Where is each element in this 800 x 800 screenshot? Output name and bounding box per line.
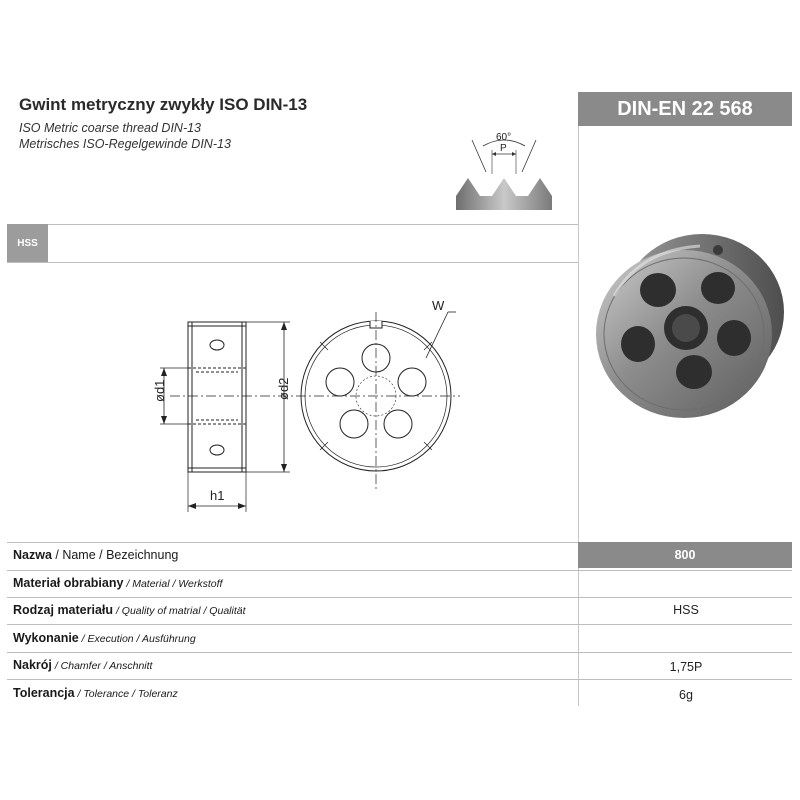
spec-label-bold: Materiał obrabiany [13, 576, 124, 590]
title-polish: Gwint metryczny zwykły ISO DIN-13 [19, 95, 308, 114]
standard-badge [578, 92, 792, 126]
spec-label-italic: / Quality of matrial / Qualität [113, 605, 246, 617]
spec-row-name [13, 548, 178, 562]
spec-row-quality [13, 603, 246, 617]
side-view-outline [188, 322, 246, 472]
thread-pitch-label: P [500, 143, 507, 154]
title-german: Metrisches ISO-Regelgewinde DIN-13 [19, 137, 231, 151]
spec-row-tolerance [13, 686, 178, 700]
d1-label: ød1 [152, 379, 167, 402]
divider-top [7, 224, 578, 225]
spec-divider-5 [7, 679, 792, 680]
spec-label-bold: Tolerancja [13, 686, 75, 700]
spec-label-bold: Nakrój [13, 658, 52, 672]
spec-value-tolerance: 6g [679, 688, 693, 702]
divider-bottom [7, 262, 578, 263]
d2-label: ød2 [276, 377, 291, 400]
spec-row-chamfer [13, 658, 152, 672]
front-view [301, 312, 456, 490]
technical-drawing [130, 290, 470, 520]
spec-label-normal: / Name / Bezeichnung [51, 548, 179, 562]
column-divider [578, 126, 579, 706]
spec-label-bold: Wykonanie [13, 631, 79, 645]
spec-value-chamfer: 1,75P [669, 660, 703, 674]
spec-divider-4 [7, 652, 792, 653]
w-label: W [432, 298, 445, 313]
die-photo [590, 226, 790, 426]
spec-value-name [578, 542, 792, 568]
spec-label-italic: / Chamfer / Anschnitt [51, 660, 153, 672]
spec-divider-1 [7, 570, 792, 571]
material-tag [7, 224, 48, 262]
thread-profile-icon [450, 128, 560, 214]
spec-label-italic: / Tolerance / Toleranz [74, 688, 178, 700]
spec-divider-3 [7, 624, 792, 625]
spec-row-execution [13, 631, 196, 645]
spec-label-bold: Rodzaj materiału [13, 603, 114, 617]
spec-label-bold: Nazwa [13, 548, 52, 562]
material-tag-label: HSS [17, 237, 38, 249]
spec-label-italic: / Execution / Ausführung [78, 633, 196, 645]
spec-value-name-text: 800 [674, 548, 696, 562]
h1-label: h1 [210, 488, 225, 503]
spec-row-material [13, 576, 222, 590]
thread-angle-label: 60° [496, 132, 512, 143]
spec-value-quality: HSS [673, 603, 699, 617]
spec-label-italic: / Material / Werkstoff [123, 578, 223, 590]
spec-divider-2 [7, 597, 792, 598]
standard-label: DIN-EN 22 568 [617, 97, 753, 120]
title-english: ISO Metric coarse thread DIN-13 [19, 121, 202, 135]
